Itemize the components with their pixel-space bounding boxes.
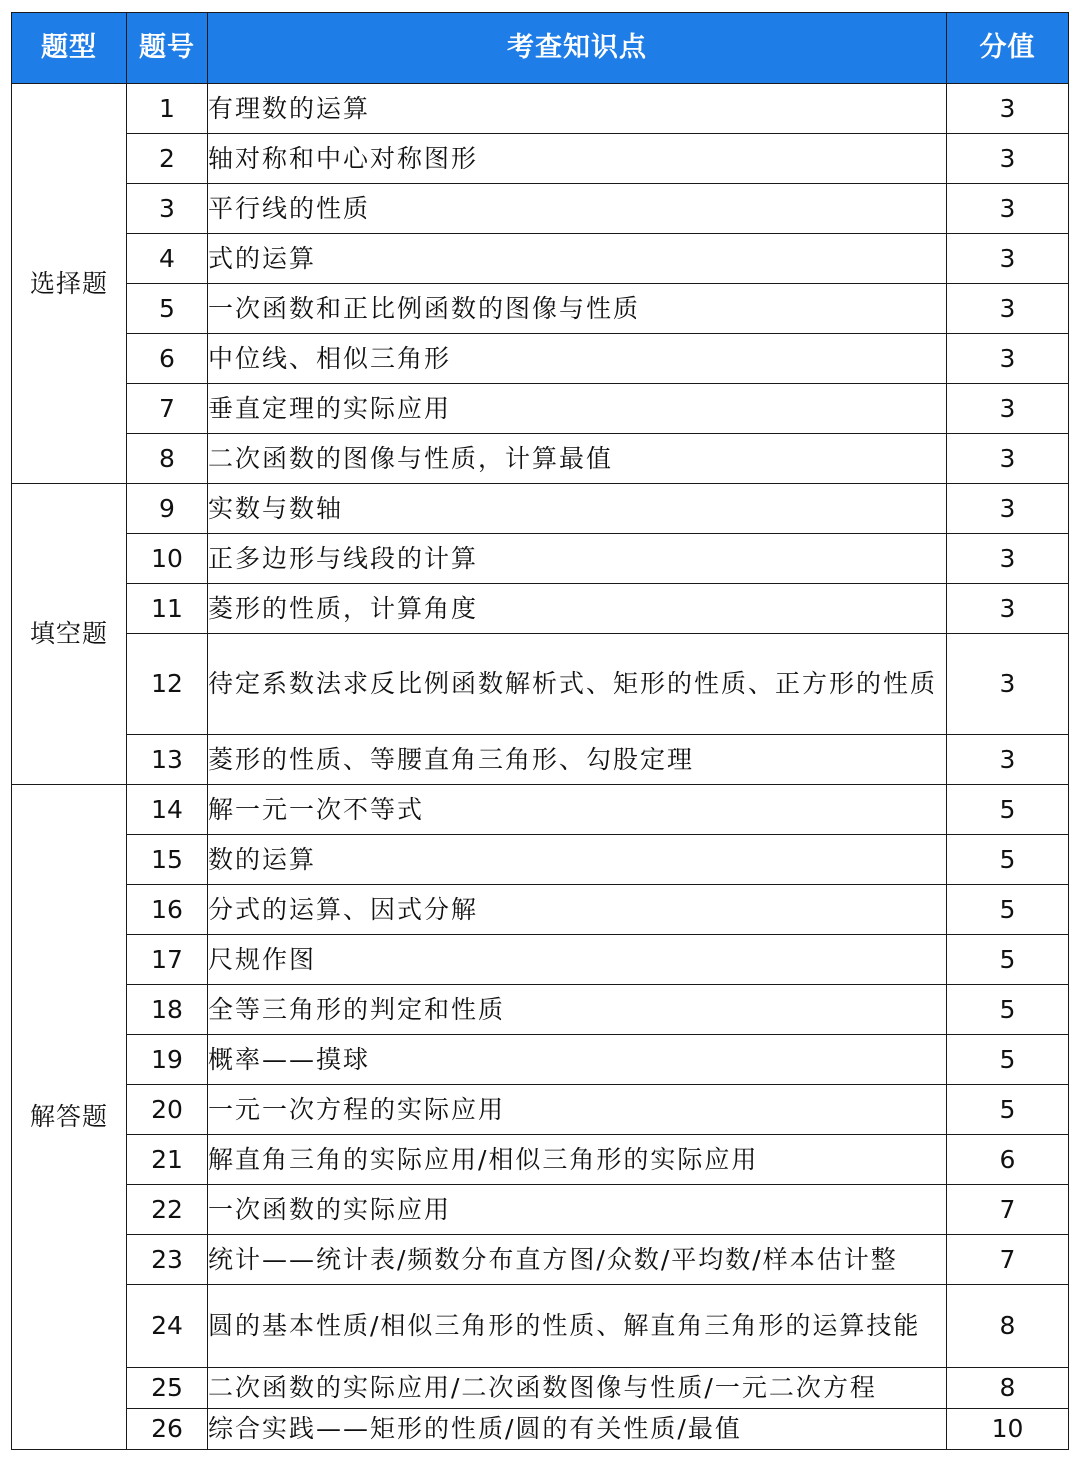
table-row — [12, 835, 1069, 885]
question-score: 3 — [947, 184, 1069, 234]
question-number: 14 — [127, 785, 208, 835]
question-number: 9 — [127, 484, 208, 534]
question-topic: 尺规作图 — [208, 935, 947, 985]
question-topic: 分式的运算、因式分解 — [208, 885, 947, 935]
table-row — [12, 1368, 1069, 1409]
question-number: 17 — [127, 935, 208, 985]
table-row — [12, 1409, 1069, 1450]
question-score: 5 — [947, 1085, 1069, 1135]
question-number: 24 — [127, 1285, 208, 1368]
question-number: 8 — [127, 434, 208, 484]
question-number: 4 — [127, 234, 208, 284]
question-score: 3 — [947, 84, 1069, 134]
question-number: 2 — [127, 134, 208, 184]
group-type-choice: 选择题 — [12, 84, 127, 484]
question-score: 5 — [947, 885, 1069, 935]
question-score: 3 — [947, 534, 1069, 584]
question-topic: 二次函数的图像与性质，计算最值 — [208, 434, 947, 484]
table-row — [12, 1285, 1069, 1368]
question-score: 3 — [947, 384, 1069, 434]
table-row — [12, 885, 1069, 935]
table-row — [12, 1185, 1069, 1235]
question-topic: 轴对称和中心对称图形 — [208, 134, 947, 184]
header-type: 题型 — [12, 13, 127, 84]
table-row — [12, 935, 1069, 985]
question-topic: 综合实践——矩形的性质/圆的有关性质/最值 — [208, 1409, 947, 1450]
table-row — [12, 134, 1069, 184]
question-score: 3 — [947, 634, 1069, 735]
question-number: 22 — [127, 1185, 208, 1235]
question-number: 20 — [127, 1085, 208, 1135]
question-topic: 圆的基本性质/相似三角形的性质、解直角三角形的运算技能 — [208, 1285, 947, 1368]
question-score: 8 — [947, 1368, 1069, 1409]
question-number: 1 — [127, 84, 208, 134]
question-topic: 实数与数轴 — [208, 484, 947, 534]
header-topic: 考查知识点 — [208, 13, 947, 84]
table-row — [12, 1235, 1069, 1285]
table-row — [12, 334, 1069, 384]
table-row — [12, 584, 1069, 634]
question-number: 11 — [127, 584, 208, 634]
table-row — [12, 1135, 1069, 1185]
question-number: 10 — [127, 534, 208, 584]
question-number: 25 — [127, 1368, 208, 1409]
question-number: 21 — [127, 1135, 208, 1185]
group-type-fill: 填空题 — [12, 484, 127, 785]
question-score: 5 — [947, 785, 1069, 835]
question-number: 12 — [127, 634, 208, 735]
question-topic: 平行线的性质 — [208, 184, 947, 234]
question-score: 3 — [947, 234, 1069, 284]
question-topic: 菱形的性质、等腰直角三角形、勾股定理 — [208, 735, 947, 785]
group-type-answer: 解答题 — [12, 785, 127, 1450]
table-row — [12, 634, 1069, 735]
table-row — [12, 434, 1069, 484]
question-score: 3 — [947, 434, 1069, 484]
question-score: 5 — [947, 1035, 1069, 1085]
table-row — [12, 985, 1069, 1035]
header-number: 题号 — [127, 13, 208, 84]
question-number: 13 — [127, 735, 208, 785]
question-score: 3 — [947, 584, 1069, 634]
question-topic: 一次函数的实际应用 — [208, 1185, 947, 1235]
question-score: 5 — [947, 935, 1069, 985]
question-number: 5 — [127, 284, 208, 334]
question-topic: 一次函数和正比例函数的图像与性质 — [208, 284, 947, 334]
table-row — [12, 735, 1069, 785]
table-row — [12, 1085, 1069, 1135]
question-topic: 垂直定理的实际应用 — [208, 384, 947, 434]
question-topic: 有理数的运算 — [208, 84, 947, 134]
question-topic: 统计——统计表/频数分布直方图/众数/平均数/样本估计整 — [208, 1235, 947, 1285]
table-row — [12, 284, 1069, 334]
table-row — [12, 84, 1069, 134]
question-topic: 中位线、相似三角形 — [208, 334, 947, 384]
question-number: 19 — [127, 1035, 208, 1085]
question-topic: 正多边形与线段的计算 — [208, 534, 947, 584]
question-number: 3 — [127, 184, 208, 234]
question-topic: 数的运算 — [208, 835, 947, 885]
question-score: 5 — [947, 985, 1069, 1035]
table-row — [12, 484, 1069, 534]
question-score: 3 — [947, 484, 1069, 534]
question-score: 3 — [947, 334, 1069, 384]
table-row — [12, 785, 1069, 835]
question-score: 6 — [947, 1135, 1069, 1185]
table-row — [12, 534, 1069, 584]
question-topic: 式的运算 — [208, 234, 947, 284]
table-row — [12, 384, 1069, 434]
question-number: 26 — [127, 1409, 208, 1450]
question-number: 16 — [127, 885, 208, 935]
table-row — [12, 234, 1069, 284]
header-score: 分值 — [947, 13, 1069, 84]
question-number: 7 — [127, 384, 208, 434]
exam-knowledge-table — [11, 12, 1069, 1450]
question-number: 18 — [127, 985, 208, 1035]
question-topic: 一元一次方程的实际应用 — [208, 1085, 947, 1135]
question-topic: 概率——摸球 — [208, 1035, 947, 1085]
question-topic: 菱形的性质，计算角度 — [208, 584, 947, 634]
question-number: 15 — [127, 835, 208, 885]
question-topic: 解一元一次不等式 — [208, 785, 947, 835]
question-score: 7 — [947, 1185, 1069, 1235]
question-topic: 解直角三角的实际应用/相似三角形的实际应用 — [208, 1135, 947, 1185]
table-row — [12, 184, 1069, 234]
question-number: 6 — [127, 334, 208, 384]
question-score: 7 — [947, 1235, 1069, 1285]
question-score: 8 — [947, 1285, 1069, 1368]
question-topic: 二次函数的实际应用/二次函数图像与性质/一元二次方程 — [208, 1368, 947, 1409]
question-topic: 全等三角形的判定和性质 — [208, 985, 947, 1035]
question-score: 10 — [947, 1409, 1069, 1450]
question-score: 5 — [947, 835, 1069, 885]
question-score: 3 — [947, 134, 1069, 184]
question-score: 3 — [947, 284, 1069, 334]
question-score: 3 — [947, 735, 1069, 785]
table-row — [12, 1035, 1069, 1085]
table-header-row — [12, 13, 1069, 84]
question-topic: 待定系数法求反比例函数解析式、矩形的性质、正方形的性质 — [208, 634, 947, 735]
question-number: 23 — [127, 1235, 208, 1285]
